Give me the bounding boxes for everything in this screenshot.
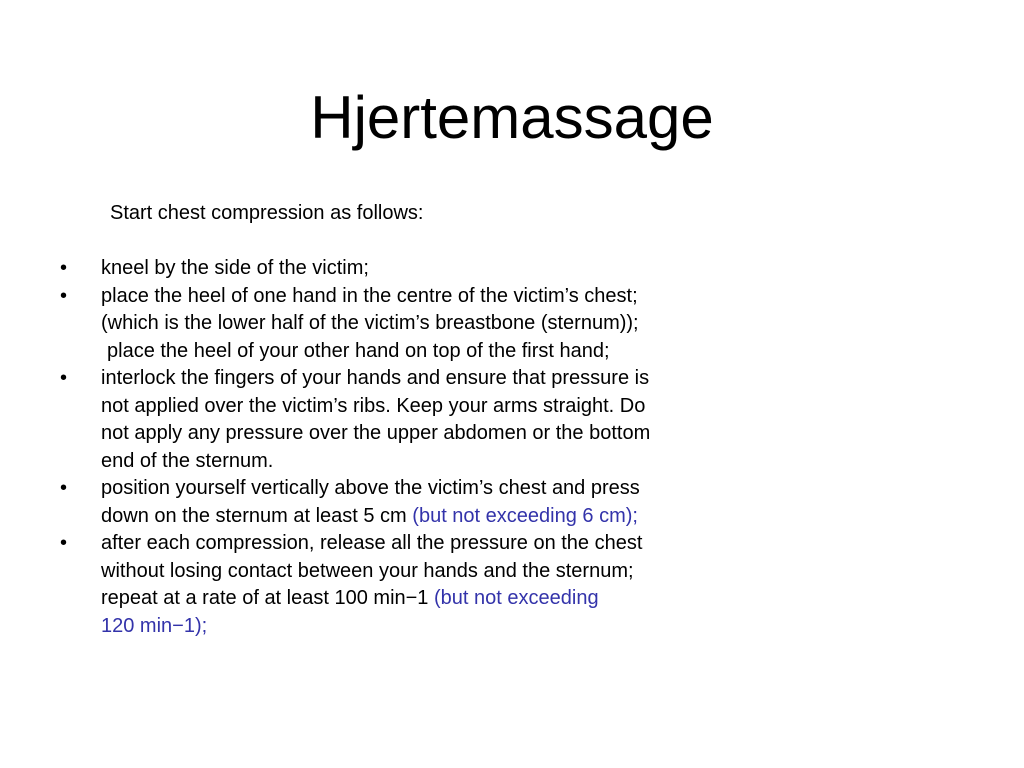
bullet-text: position yourself vertically above the victim’s chest and press — [101, 477, 640, 499]
bullet-icon: • — [60, 477, 68, 499]
bullet-text: not apply any pressure over the upper abdomen or the bottom — [101, 422, 651, 444]
bullet-text: without losing contact between your hands and the sternum; — [101, 559, 634, 582]
highlight-note: (but not exceeding — [434, 587, 599, 609]
bullet-item — [60, 255, 760, 283]
slide-title: Hjertemassage — [310, 84, 714, 151]
bullet-list — [60, 255, 760, 640]
bullet-line-with-note — [101, 585, 760, 613]
bullet-icon: • — [60, 284, 68, 307]
bullet-text: (which is the lower half of the victim’s breastbone (sternum)); — [101, 312, 639, 334]
bullet-text: kneel by the side of the victim; — [101, 257, 369, 279]
bullet-icon: • — [60, 367, 68, 389]
bullet-item — [60, 530, 760, 640]
bullet-text: place the heel of your other hand on top of the first hand; — [107, 339, 610, 362]
bullet-item — [60, 475, 760, 530]
slide-body — [60, 200, 760, 640]
bullet-item — [60, 283, 760, 366]
bullet-icon: • — [60, 257, 68, 279]
bullet-icon: • — [60, 532, 68, 554]
bullet-item — [60, 365, 760, 475]
bullet-line-with-note — [101, 503, 760, 531]
bullet-text: not applied over the victim’s ribs. Keep your arms straight. Do — [101, 394, 646, 417]
bullet-text: after each compression, release all the pressure on the chest — [101, 532, 643, 554]
bullet-text: interlock the fingers of your hands and ensure that pressure is — [101, 367, 650, 389]
highlight-note: 120 min−1); — [101, 614, 208, 637]
highlight-note: (but not exceeding 6 cm); — [412, 504, 638, 527]
bullet-text: repeat at a rate of at least 100 min−1 — [101, 587, 429, 609]
bullet-text: place the heel of one hand in the centre of the victim’s chest; — [101, 284, 638, 307]
bullet-text: end of the sternum. — [101, 449, 274, 472]
bullet-text: down on the sternum at least 5 cm — [101, 504, 407, 527]
intro-text: Start chest compression as follows: — [110, 202, 424, 224]
